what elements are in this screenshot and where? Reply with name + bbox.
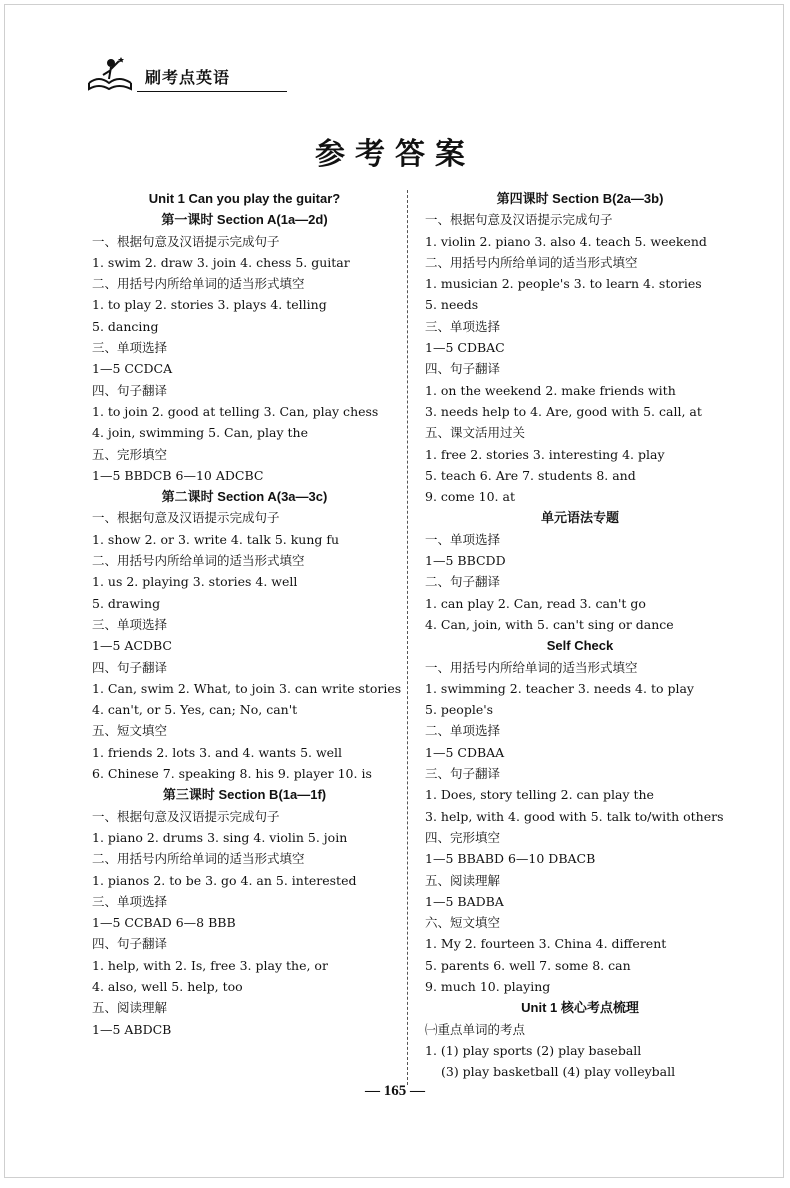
- left-answer-line: 1. piano 2. drums 3. sing 4. violin 5. join: [92, 829, 348, 845]
- right-section-label: 六、短文填空: [425, 915, 501, 931]
- left-section-label: 二、用括号内所给单词的适当形式填空: [92, 851, 305, 867]
- left-answer-line: 5. drawing: [92, 595, 161, 611]
- right-answer-line: 1—5 BBCDD: [425, 553, 506, 569]
- right-answer-line: 3. help, with 4. good with 5. talk to/with others: [425, 808, 724, 824]
- right-answer-line: 1—5 BADBA: [425, 893, 504, 909]
- left-heading: 第二课时 Section A(3a—3c): [161, 489, 328, 505]
- left-answer-line: 6. Chinese 7. speaking 8. his 9. player 10. is: [92, 766, 372, 782]
- answer-page: [4, 4, 784, 1178]
- book-header: [85, 49, 285, 99]
- right-answer-line: 1. on the weekend 2. make friends with: [425, 382, 676, 398]
- right-section-label: 五、阅读理解: [425, 872, 501, 888]
- right-section-label: ㈠重点单词的考点: [425, 1021, 526, 1037]
- brand-title: 刷考点英语: [145, 68, 231, 87]
- right-answer-line: 3. needs help to 4. Are, good with 5. call, at: [425, 403, 702, 419]
- right-answer-line: 1—5 BBABD 6—10 DBACB: [425, 851, 596, 867]
- page-number: — 165 —: [365, 1083, 425, 1099]
- page-title: 参考答案: [315, 137, 475, 172]
- left-section-label: 二、用括号内所给单词的适当形式填空: [92, 553, 305, 569]
- left-answer-line: 1. to join 2. good at telling 3. Can, play chess: [92, 403, 379, 419]
- right-answer-line: 1. musician 2. people's 3. to learn 4. stories: [425, 276, 702, 292]
- left-answer-line: 1—5 ABDCB: [92, 1021, 172, 1037]
- left-section-label: 三、单项选择: [92, 616, 168, 632]
- left-answer-line: 1—5 BBDCB 6—10 ADCBC: [92, 467, 264, 483]
- left-answer-line: 1. to play 2. stories 3. plays 4. telling: [92, 297, 327, 313]
- right-answer-line: 4. Can, join, with 5. can't sing or dance: [425, 616, 674, 632]
- right-section-label: 二、单项选择: [425, 723, 501, 739]
- left-answer-line: 4. join, swimming 5. Can, play the: [92, 425, 309, 441]
- right-heading: 单元语法专题: [540, 510, 619, 526]
- right-answer-column: [425, 188, 735, 1082]
- left-answer-line: 4. also, well 5. help, too: [92, 978, 243, 994]
- left-section-label: 三、单项选择: [92, 340, 168, 356]
- left-section-label: 五、完形填空: [92, 446, 168, 462]
- column-divider: [407, 190, 408, 1085]
- left-heading: 第一课时 Section A(1a—2d): [161, 212, 328, 228]
- right-heading: Self Check: [546, 638, 614, 654]
- right-section-label: 五、课文活用过关: [425, 425, 526, 441]
- left-answer-line: 1—5 ACDBC: [92, 638, 172, 654]
- left-answer-column: [92, 188, 402, 1040]
- right-section-label: 四、句子翻译: [425, 361, 501, 377]
- left-heading: 第三课时 Section B(1a—1f): [162, 787, 327, 803]
- left-answer-line: 1. help, with 2. Is, free 3. play the, or: [92, 957, 328, 973]
- left-answer-line: 1. friends 2. lots 3. and 4. wants 5. well: [92, 744, 343, 760]
- right-answer-line: 1—5 CDBAA: [425, 744, 505, 760]
- right-section-label: 一、单项选择: [425, 531, 501, 547]
- left-section-label: 五、阅读理解: [92, 1000, 168, 1016]
- left-section-label: 一、根据句意及汉语提示完成句子: [92, 808, 280, 824]
- right-answer-line: 1. My 2. fourteen 3. China 4. different: [425, 936, 667, 952]
- right-section-label: 二、用括号内所给单词的适当形式填空: [425, 254, 638, 270]
- left-answer-line: 5. dancing: [92, 318, 159, 334]
- right-answer-line: 9. much 10. playing: [425, 978, 551, 994]
- right-answer-line: (3) play basketball (4) play volleyball: [441, 1064, 676, 1080]
- left-section-label: 一、根据句意及汉语提示完成句子: [92, 510, 280, 526]
- right-section-label: 三、单项选择: [425, 318, 501, 334]
- left-heading: Unit 1 Can you play the guitar?: [148, 191, 341, 206]
- right-section-label: 四、完形填空: [425, 829, 501, 845]
- left-section-label: 四、句子翻译: [92, 382, 168, 398]
- left-answer-line: 1. show 2. or 3. write 4. talk 5. kung fu: [92, 531, 340, 547]
- left-section-label: 一、根据句意及汉语提示完成句子: [92, 233, 280, 249]
- left-answer-line: 1—5 CCBAD 6—8 BBB: [92, 915, 236, 931]
- right-answer-line: 5. people's: [425, 702, 494, 718]
- header-rule: [137, 91, 287, 92]
- right-section-label: 三、句子翻译: [425, 766, 501, 782]
- right-answer-line: 1. swimming 2. teacher 3. needs 4. to play: [425, 680, 694, 696]
- right-answer-line: 5. parents 6. well 7. some 8. can: [425, 957, 631, 973]
- reading-person-icon: [85, 53, 135, 93]
- left-answer-line: 1. us 2. playing 3. stories 4. well: [92, 574, 298, 590]
- left-answer-line: 1—5 CCDCA: [92, 361, 173, 377]
- right-answer-line: 1. free 2. stories 3. interesting 4. play: [425, 446, 665, 462]
- left-answer-line: 1. swim 2. draw 3. join 4. chess 5. guitar: [92, 254, 350, 270]
- left-section-label: 三、单项选择: [92, 893, 168, 909]
- right-answer-line: 5. needs: [425, 297, 479, 313]
- right-heading: Unit 1 核心考点梳理: [521, 1000, 639, 1016]
- right-section-label: 二、句子翻译: [425, 574, 501, 590]
- left-section-label: 四、句子翻译: [92, 936, 168, 952]
- right-heading: 第四课时 Section B(2a—3b): [496, 191, 664, 206]
- right-answer-line: 9. come 10. at: [425, 489, 515, 505]
- left-answer-line: 4. can't, or 5. Yes, can; No, can't: [92, 702, 298, 718]
- right-answer-line: 1. Does, story telling 2. can play the: [425, 787, 654, 803]
- right-section-label: 一、根据句意及汉语提示完成句子: [425, 212, 613, 228]
- right-answer-line: 5. teach 6. Are 7. students 8. and: [425, 467, 636, 483]
- left-section-label: 二、用括号内所给单词的适当形式填空: [92, 276, 305, 292]
- right-answer-line: 1. (1) play sports (2) play baseball: [425, 1042, 642, 1058]
- left-section-label: 五、短文填空: [92, 723, 168, 739]
- right-section-label: 一、用括号内所给单词的适当形式填空: [425, 659, 638, 675]
- right-answer-line: 1—5 CDBAC: [425, 340, 505, 356]
- right-answer-line: 1. violin 2. piano 3. also 4. teach 5. weekend: [425, 233, 707, 249]
- left-answer-line: 1. Can, swim 2. What, to join 3. can write stories: [92, 680, 402, 696]
- left-answer-line: 1. pianos 2. to be 3. go 4. an 5. interested: [92, 872, 357, 888]
- left-section-label: 四、句子翻译: [92, 659, 168, 675]
- right-answer-line: 1. can play 2. Can, read 3. can't go: [425, 595, 646, 611]
